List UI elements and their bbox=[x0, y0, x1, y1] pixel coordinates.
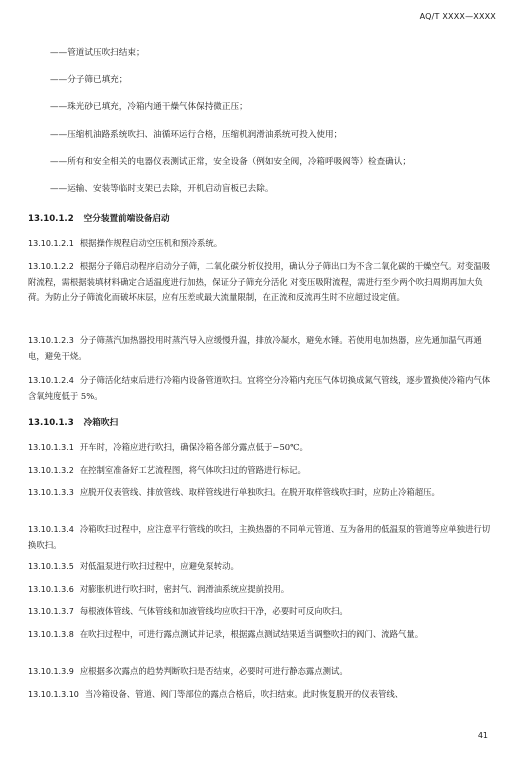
clause-text: 当冷箱设备、管道、阀门等部位的露点合格后，吹扫结束。此时恢复脱开的仪表管线、 bbox=[84, 689, 404, 699]
clause-number: 13.10.1.3.8 bbox=[28, 630, 74, 639]
dash-item: ——分子筛已填充； bbox=[50, 75, 128, 85]
clause-number: 13.10.1.3.1 bbox=[28, 443, 74, 452]
clause-paragraph bbox=[28, 687, 498, 703]
clause-text: 根据操作规程启动空压机和预冷系统。 bbox=[79, 238, 223, 248]
clause-number: 13.10.1.3.7 bbox=[28, 607, 74, 616]
clause-number: 13.10.1.2.4 bbox=[28, 376, 74, 385]
clause-text: 冷箱吹扫过程中，应注意平行管线的吹扫，主换热器的不同单元管道、互为备用的低温泵的管道等应单独进行切换吹扫。 bbox=[28, 524, 491, 550]
clause-paragraph bbox=[28, 522, 498, 553]
clause-text: 分子筛蒸汽加热器投用时蒸汽导入应缓慢升温，排放冷凝水，避免水锤。若使用电加热器，应先通加温气再通电，避免干烧。 bbox=[28, 335, 482, 361]
clause-paragraph bbox=[28, 333, 498, 364]
page-number: 41 bbox=[477, 731, 488, 740]
clause-number: 13.10.1.3.4 bbox=[28, 525, 74, 534]
clause-paragraph bbox=[28, 485, 498, 501]
section-number: 13.10.1.2 bbox=[28, 214, 74, 224]
clause-number: 13.10.1.2.1 bbox=[28, 239, 74, 248]
clause-number: 13.10.1.3.10 bbox=[28, 690, 79, 699]
clause-paragraph bbox=[28, 373, 498, 404]
clause-paragraph bbox=[28, 559, 498, 575]
clause-paragraph bbox=[28, 259, 498, 306]
clause-text: 对膨胀机进行吹扫时，密封气、润滑油系统应提前投用。 bbox=[79, 584, 290, 594]
clause-paragraph bbox=[28, 582, 498, 598]
clause-number: 13.10.1.3.9 bbox=[28, 667, 74, 676]
clause-number: 13.10.1.2.3 bbox=[28, 336, 74, 345]
clause-text: 应根据多次露点的趋势判断吹扫是否结束，必要时可进行静态露点测试。 bbox=[79, 666, 348, 676]
clause-number: 13.10.1.3.3 bbox=[28, 488, 74, 497]
section-number: 13.10.1.3 bbox=[28, 418, 74, 428]
clause-paragraph bbox=[28, 440, 498, 456]
clause-text: 开车时，冷箱应进行吹扫，确保冷箱各部分露点低于−50℃。 bbox=[79, 442, 308, 452]
dash-item: ——所有和安全相关的电器仪表测试正常，安全设备（例如安全阀，冷箱呼吸阀等）检查确认； bbox=[50, 157, 411, 167]
section-heading bbox=[28, 213, 170, 225]
clause-paragraph bbox=[28, 664, 498, 680]
document-code-header: AQ/T XXXX—XXXX bbox=[419, 12, 496, 21]
clause-text: 在控制室准备好工艺流程图，将气体吹扫过的管路进行标记。 bbox=[79, 465, 306, 475]
clause-paragraph bbox=[28, 627, 498, 643]
section-heading bbox=[28, 417, 118, 429]
clause-text: 应脱开仪表管线、排放管线、取样管线进行单独吹扫。在脱开取样管线吹扫时，应防止冷箱超压。 bbox=[79, 487, 440, 497]
section-title: 空分装置前端设备启动 bbox=[83, 214, 170, 224]
clause-paragraph bbox=[28, 463, 498, 479]
clause-text: 根据分子筛启动程序启动分子筛，二氧化碳分析仪投用，确认分子筛出口为不含二氧化碳的干燥空气。对变温吸附流程，需根据装填材料确定合适温度进行加热，保证分子筛充分活化 对变压吸附流程，需进行至少两个吹扫周期再加大负荷。为防止分子筛流化而破坏床层，应有压差或最大流量限制，在正流和反流再生时不应超过设定值。 bbox=[28, 261, 491, 302]
clause-text: 在吹扫过程中，可进行露点测试并记录，根据露点测试结果适当调整吹扫的阀门、流路气量。 bbox=[79, 629, 424, 639]
dash-item: ——运输、安装等临时支架已去除，开机启动盲板已去除。 bbox=[50, 184, 274, 194]
clause-paragraph bbox=[28, 604, 498, 620]
section-title: 冷箱吹扫 bbox=[83, 418, 119, 428]
dash-item: ——管道试压吹扫结束； bbox=[50, 48, 145, 58]
clause-text: 对低温泵进行吹扫过程中，应避免泵转动。 bbox=[79, 561, 239, 571]
clause-text: 分子筛活化结束后进行冷箱内设备管道吹扫。宜将空分冷箱内充压气体切换成氮气管线，逐步置换使冷箱内气体含氧纯度低于 5%。 bbox=[28, 375, 491, 401]
dash-item: ——珠光砂已填充，冷箱内通干燥气体保持微正压； bbox=[50, 102, 248, 112]
clause-number: 13.10.1.3.6 bbox=[28, 585, 74, 594]
dash-item: ——压缩机油路系统吹扫、油循环运行合格，压缩机润滑油系统可投入使用； bbox=[50, 130, 343, 140]
clause-paragraph bbox=[28, 236, 498, 252]
clause-number: 13.10.1.3.5 bbox=[28, 562, 74, 571]
clause-number: 13.10.1.2.2 bbox=[28, 262, 74, 271]
clause-text: 每根液体管线、气体管线和加液管线均应吹扫干净，必要时可反向吹扫。 bbox=[79, 606, 348, 616]
clause-number: 13.10.1.3.2 bbox=[28, 466, 74, 475]
